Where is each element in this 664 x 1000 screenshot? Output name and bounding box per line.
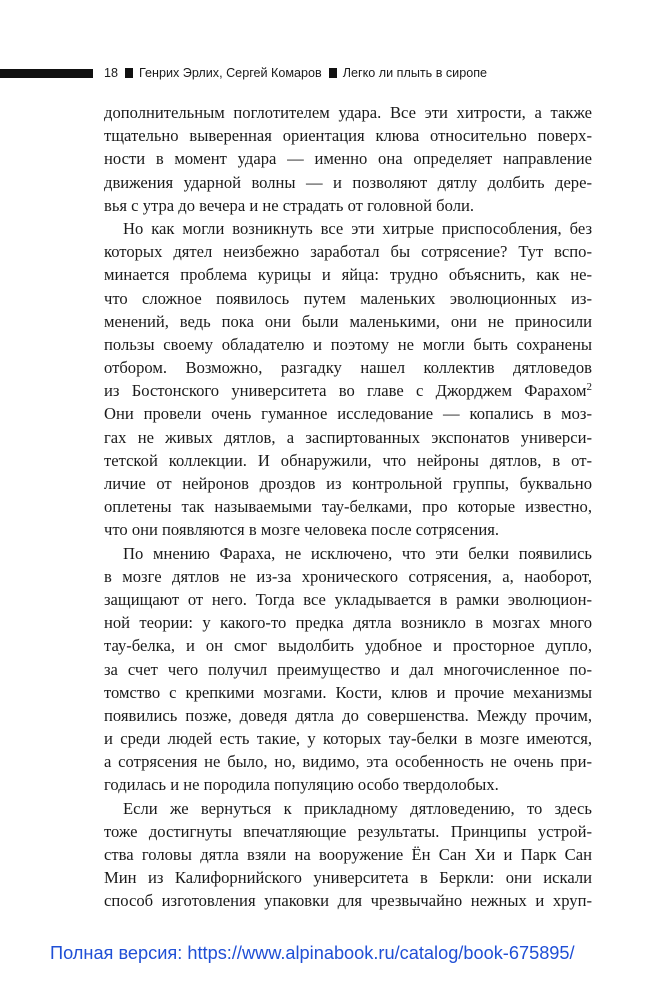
page-number: 18 bbox=[104, 66, 119, 80]
text-line-content: ной теории: у какого-то предка дятла возникло в мозгах много bbox=[104, 613, 592, 633]
text-line-content: дополнительным поглотителем удара. Все эти хитрости, а также bbox=[104, 103, 592, 122]
text-line bbox=[104, 402, 592, 425]
text-line bbox=[104, 101, 592, 124]
text-line-content: томство с крепкими мозгами. Кости, клюв и прочие механизмы bbox=[104, 682, 592, 702]
text-line bbox=[104, 217, 592, 240]
text-line bbox=[104, 171, 592, 194]
text-line bbox=[104, 634, 592, 657]
text-line-content: Если же вернуться к прикладному дятловедению, то здесь bbox=[123, 798, 592, 818]
text-line bbox=[104, 426, 592, 449]
separator-square-icon bbox=[125, 68, 133, 78]
text-line bbox=[104, 773, 592, 796]
text-line-content: появились позже, доведя дятла до совершенства. Между прочим, bbox=[104, 705, 592, 725]
text-line bbox=[104, 704, 592, 727]
text-line bbox=[104, 565, 592, 588]
text-line-content: тау-белка, и он смог выдолбить удобное и просторное дупло, bbox=[104, 636, 592, 656]
text-line-content: способ изготовления упаковки для чрезвычайно нежных и хруп- bbox=[104, 891, 592, 911]
text-line bbox=[104, 542, 592, 565]
text-line-content: пользы своему обладателю и поэтому не могли быть сохранены bbox=[104, 334, 592, 354]
text-line-content: движения ударной волны — и позволяют дятлу долбить дере- bbox=[104, 172, 592, 192]
header-rule bbox=[0, 69, 93, 78]
text-line bbox=[104, 240, 592, 263]
text-line-content: за счет чего получил преимущество и дал многочисленное по- bbox=[104, 659, 592, 679]
text-line bbox=[104, 889, 592, 912]
footnote-marker[interactable]: 2 bbox=[586, 381, 592, 394]
text-line bbox=[104, 124, 592, 147]
text-line-content: тщательно выверенная ориентация клюва относительно поверх- bbox=[104, 126, 592, 146]
text-line bbox=[104, 611, 592, 634]
text-line-content: а сотрясения не было, но, видимо, эта особенность не очень при- bbox=[104, 752, 592, 772]
text-line-content: что они появляются в мозге человека после сотрясения. bbox=[104, 520, 500, 540]
paragraph bbox=[104, 217, 592, 542]
text-line bbox=[104, 820, 592, 843]
text-line bbox=[104, 287, 592, 310]
text-line-content: Но как могли возникнуть все эти хитрые приспособления, без bbox=[123, 218, 592, 238]
text-line-content: По мнению Фараха, не исключено, что эти белки появились bbox=[123, 543, 592, 563]
text-line bbox=[104, 681, 592, 704]
text-line-content: в мозге дятлов не из-за хронического сотрясения, а, наоборот, bbox=[104, 566, 592, 586]
text-line-content: Мин из Калифорнийского университета в Беркли: они искали bbox=[104, 868, 592, 888]
text-line bbox=[104, 310, 592, 333]
paragraph bbox=[104, 797, 592, 913]
text-line-content: личие от нейронов дроздов из контрольной группы, буквально bbox=[104, 474, 592, 493]
text-line bbox=[104, 449, 592, 472]
text-line-content: что сложное появилось путем маленьких эволюционных из- bbox=[104, 288, 592, 308]
text-line bbox=[104, 194, 592, 217]
text-line-content: годилась и не породила популяцию особо твердолобых. bbox=[104, 775, 499, 795]
paragraph bbox=[104, 101, 592, 217]
text-line bbox=[104, 866, 592, 889]
text-line-content: тетской коллекции. И обнаружили, что нейроны дятлов, в от- bbox=[104, 450, 592, 470]
separator-square-icon bbox=[329, 68, 337, 78]
full-version-link[interactable]: Полная версия: https://www.alpinabook.ru/catalog/book-675895/ bbox=[50, 943, 575, 963]
text-line-content: ности в момент удара — именно она определяет направление bbox=[104, 149, 592, 169]
text-line-content: менений, ведь пока они были маленькими, они не приносили bbox=[104, 311, 592, 331]
header-book-title: Легко ли плыть в сиропе bbox=[342, 66, 488, 80]
text-line bbox=[104, 472, 592, 495]
text-line bbox=[104, 797, 592, 820]
text-line-content: защищают от него. Тогда все укладывается в рамки эволюцион- bbox=[104, 589, 592, 609]
text-line bbox=[104, 750, 592, 773]
text-line bbox=[104, 843, 592, 866]
text-line bbox=[104, 147, 592, 170]
text-line-content: из Бостонского университета во главе с Джорджем Фарахом bbox=[104, 381, 587, 401]
body-text bbox=[104, 101, 592, 913]
text-line-content: гах не живых дятлов, а заспиртованных экспонатов универси- bbox=[104, 427, 592, 447]
text-line-content: оплетены так называемыми тау-белками, про которые известно, bbox=[104, 497, 592, 517]
text-line-content: тоже достигнуты впечатляющие результаты. Принципы устрой- bbox=[104, 821, 592, 841]
text-line bbox=[104, 727, 592, 750]
header-text bbox=[104, 64, 487, 82]
running-header bbox=[0, 64, 664, 82]
text-line bbox=[104, 518, 592, 541]
text-line-content: минается проблема курицы и яйца: трудно объяснить, как не- bbox=[104, 265, 592, 285]
text-line-content: и среди людей есть такие, у которых тау-белки в мозге имеются, bbox=[104, 729, 592, 749]
text-line bbox=[104, 658, 592, 681]
header-authors: Генрих Эрлих, Сергей Комаров bbox=[139, 66, 322, 80]
text-line bbox=[104, 333, 592, 356]
text-line bbox=[104, 588, 592, 611]
text-line-content: Они провели очень гуманное исследование — копались в моз- bbox=[104, 404, 592, 424]
text-line bbox=[104, 356, 592, 379]
text-line-content: вья с утра до вечера и не страдать от головной боли. bbox=[104, 195, 475, 215]
text-line bbox=[104, 495, 592, 518]
paragraph bbox=[104, 542, 592, 797]
text-line-content: ства головы дятла взяли на вооружение Ён Сан Хи и Парк Сан bbox=[104, 845, 592, 864]
text-line-content: отбором. Возможно, разгадку нашел коллектив дятловедов bbox=[104, 358, 592, 378]
text-line bbox=[104, 379, 592, 402]
text-line-content: которых дятел неизбежно заработал бы сотрясение? Тут вспо- bbox=[104, 242, 592, 262]
text-line bbox=[104, 263, 592, 286]
